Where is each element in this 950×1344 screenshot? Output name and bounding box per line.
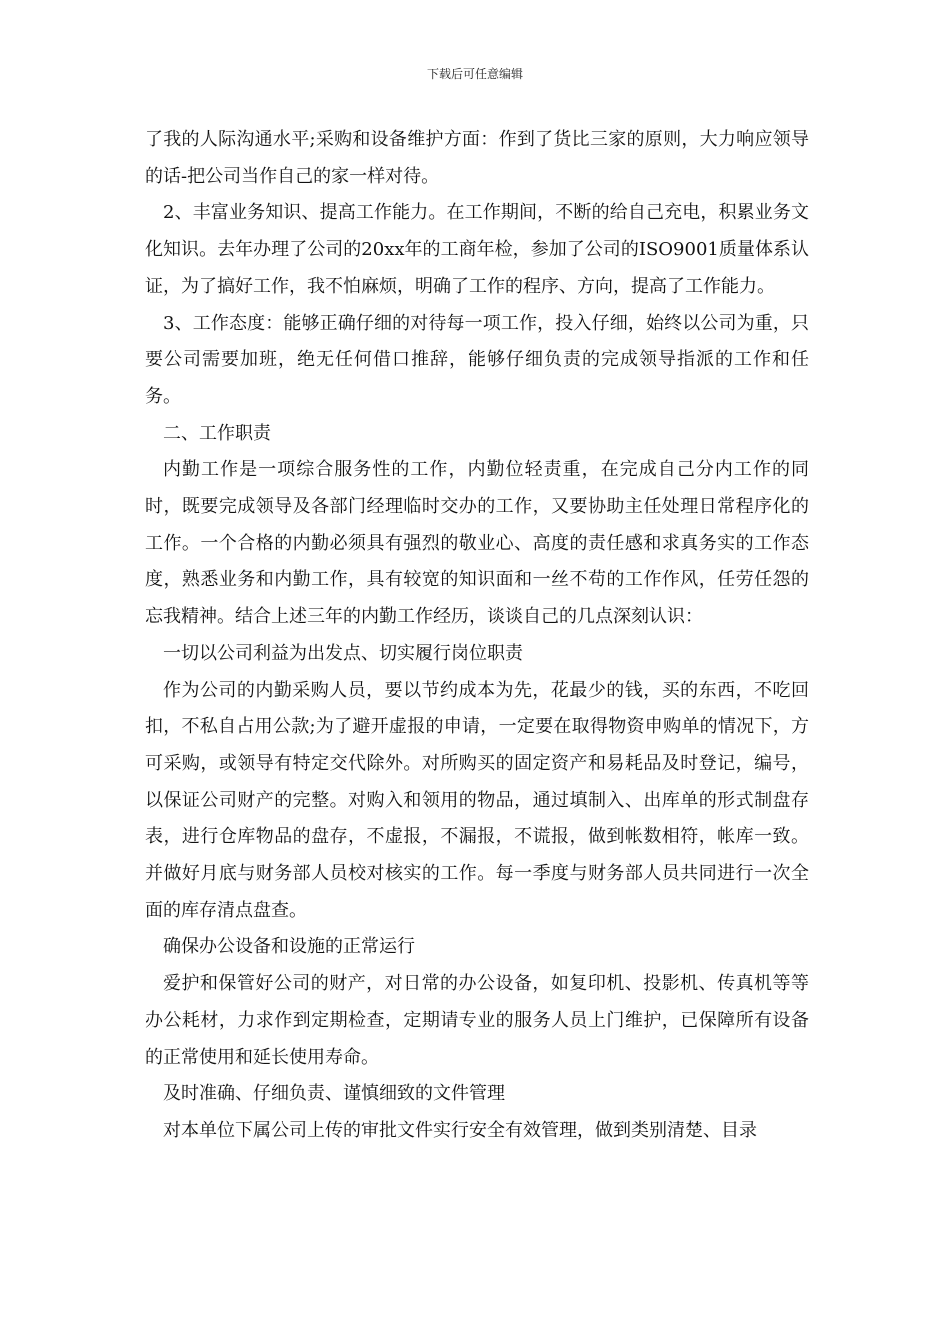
subheading-equipment: 确保办公设备和设施的正常运行 [163,936,415,958]
section-heading-duties: 二、工作职责 [163,422,271,444]
page-header: 下载后可任意编辑 [426,67,523,81]
paragraph-equipment: 爱护和保管好公司的财产，对日常的办公设备，如复印机、投影机、传真机等等办公耗材，力求作到定期检查，定期请专业的服务人员上门维护，已保障所有设备的正常使用和延长使用寿命。 [145,973,809,1068]
subheading-document-management: 及时准确、仔细负责、谨慎细致的文件管理 [163,1083,505,1105]
subheading-company-interest: 一切以公司利益为出发点、切实履行岗位职责 [163,642,523,664]
paragraph-document-management: 对本单位下属公司上传的审批文件实行安全有效管理，做到类别清楚、目录 [163,1119,757,1141]
paragraph-purchasing: 作为公司的内勤采购人员，要以节约成本为先，花最少的钱，买的东西，不吃回扣，不私自占用公款;为了避开虚报的申请，一定要在取得物资申购单的情况下，方可采购，或领导有特定交代除外。对所购买的固定资产和易耗品及时登记，编号，以保证公司财产的完整。对购入和领用的物品，通过填制入、出库单的形式制盘存表，进行仓库物品的盘存，不虚报，不漏报，不谎报，做到帐数相符，帐库一致。并做好月底与财务部人员校对核实的工作。每一季度与财务部人员共同进行一次全面的库存清点盘查。 [145,679,809,921]
document-body [145,122,809,1150]
paragraph-continuation: 了我的人际沟通水平;采购和设备维护方面：作到了货比三家的原则，大力响应领导的话-把公司当作自己的家一样对待。 [145,129,809,187]
paragraph-item-3: 3、工作态度：能够正确仔细的对待每一项工作，投入仔细，始终以公司为重，只要公司需要加班，绝无任何借口推辞，能够仔细负责的完成领导指派的工作和任务。 [145,312,809,407]
paragraph-item-2: 2、丰富业务知识、提高工作能力。在工作期间，不断的给自己充电，积累业务文化知识。去年办理了公司的20xx年的工商年检，参加了公司的ISO9001质量体系认证，为了搞好工作，我不怕麻烦，明确了工作的程序、方向，提高了工作能力。 [145,202,809,297]
paragraph-duties-intro: 内勤工作是一项综合服务性的工作，内勤位轻责重，在完成自己分内工作的同时，既要完成领导及各部门经理临时交办的工作，又要协助主任处理日常程序化的工作。一个合格的内勤必须具有强烈的敬业心、高度的责任感和求真务实的工作态度，熟悉业务和内勤工作，具有较宽的知识面和一丝不苟的工作作风，任劳任怨的忘我精神。结合上述三年的内勤工作经历，谈谈自己的几点深刻认识： [145,459,809,628]
